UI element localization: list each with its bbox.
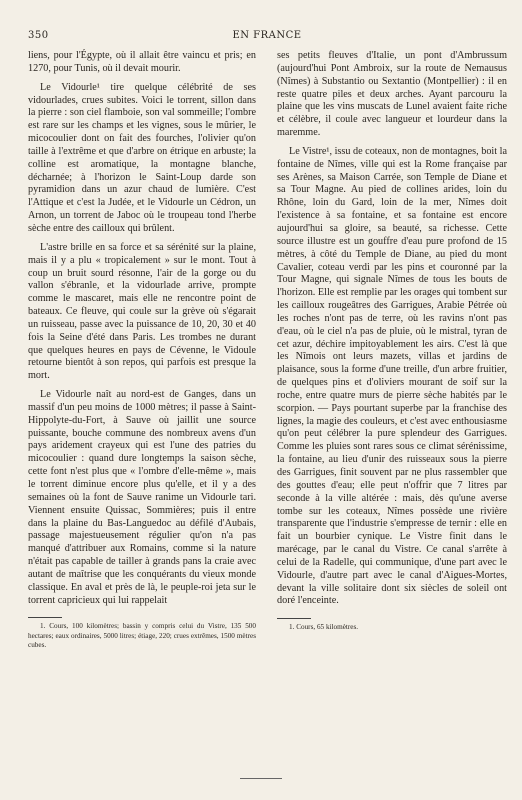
left-column bbox=[28, 50, 256, 650]
paragraph: Le Vidourle¹ tire quelque célébrité de ses vidourlades, crues subites. Voici le torrent, sillon dans la pierre : son ciel flamboie, son val sommeille; l'ombre est rare sur les champs et les vignes, sous le mûrier, le micocoulier dont on fait des fourches, l'olivier qu'on taille à l'extrême et que d'arbre on étrique en arbuste; la colline est aromatique, la montagne blanche, décharnée; à l'horizon le Saint-Loup darde son pyramidion dans un azur chaud de lumière. C'est l'Attique et c'est la Judée, et le Vidourle un Cédron, un Arnon, un torrent de Jaboc où le troupeau tond l'herbe sèche entre des cailloux qui brûlent. bbox=[28, 81, 256, 234]
paragraph: Le Vistre¹, issu de coteaux, non de montagnes, boit la fontaine de Nîmes, ville qui est la Rome française par ses Arènes, sa Maison Carrée, son Temple de Diane et sa Tour Magne. Au pied de collines arides, loin du Rhône, loin du Gard, loin de la mer, Nîmes doit l'existence à sa fontaine, et sa fontaine est encore aujourd'hui sa gloire, sa beauté, sa richesse. Cette source illustre est un gouffre d'eau pure profond de 15 mètres, à côté du Temple de Diane, au pied du mont Cavalier, coteau verdi par les pins et couronné par la Tour Magne, qui signale Nîmes de tous les bouts de l'horizon. Elle est remplie par les orages qui tombent sur les cailloux rougeâtres des Garrigues, Arabie Pétrée où les roches n'ont pas de terre, où les ravins n'ont pas d'eau, où le ciel n'a pas de pluie, où le mistral, tyran de cet azur, déchire impitoyablement les airs. C'est là que les Nîmois ont leurs mazets, villas et jardins de plaisance, sous la forme d'une treille, d'un arbre fruitier, de quelques pins et d'oliviers mourant de soif sur la roche, entre quatre murs de pierre sèche habités par le scorpion. — Pays pourtant superbe par la franchise des lignes, la magie des couleurs, et c'est avec enthousiasme qu'on peut célébrer la pure splendeur des Garrigues. Comme les pluies sont rares sous ce climat sérénissime, la fontaine, au lieu d'unir des ruisseaux sous la pierre des Garrigues, finit souvent par ne plus rassembler que des gouttes d'eau; elle peut n'offrir que 7 litres par seconde à la ville altérée : mais, dès qu'une averse tombe sur les coteaux, Nîmes possède une rivière transparente que l'industrie s'empresse de ternir : elle en fait un bourbier cynique. Le Vistre finit dans le marécage, par le canal du Vistre. Ce canal s'arrête à celui de la Radelle, qui communique, d'une part avec le Vidourle, d'autre part avec le canal d'Aigues-Mortes, devant la ville solitaire dont six siècles de soleil ont doré l'enceinte. bbox=[277, 145, 507, 607]
paragraph: L'astre brille en sa force et sa sérénité sur la plaine, mais il y a plu « tropicalement » sur le mont. Tout à coup un bruit sourd résonne, l'air de la gorge ou du vallon s'ébranle, et la vidourlade arrive, prompte comme le mascaret, mais elle ne rencontre point de bateaux. Ce fleuve, qui coule sur la grève où s'égarait un ruisseau, passe avec la puissance de 10, 20, 30 et 40 fois la Seine d'été dans Paris. Les trombes ne durant que quelques heures en pays de Cévenne, le Vidoule retourne bientôt à son repos, qui parfois est presque la mort. bbox=[28, 241, 256, 382]
footnote-rule bbox=[277, 618, 311, 619]
footnote-rule bbox=[28, 617, 62, 618]
paragraph: Le Vidourle naît au nord-est de Ganges, dans un massif d'un peu moins de 1000 mètres; il passe à Saint-Hippolyte-du-Fort, à Sauve où jaillit une source puissante, bouche commune des nombreux avens d'un pays aridement crayeux qui est l'une des patries du micocoulier : quand dure longtemps la saison sèche, cette font n'est plus que « l'ombre d'elle-même », mais le torrent diminue encore plus qu'elle, et il y a des semaines où la font de Sauve ranime un Vidourle tari. Viennent ensuite Quissac, Sommières; puis il entre dans la plaine du Bas-Languedoc au défilé d'Aubais, passage majestueusement régulier qu'on n'a pas manqué d'attribuer aux Romains, comme si la nature n'était pas capable de tailler à grands pans la craie avec autant de maîtrise que les conquérants du vieux monde classique. En aval et près de là, le peuple-roi jeta sur le torrent capricieux qui lui rappelait bbox=[28, 389, 256, 606]
running-header bbox=[28, 30, 506, 44]
page-number: 350 bbox=[28, 30, 49, 41]
footnote: 1. Cours, 65 kilomètres. bbox=[289, 623, 359, 632]
right-column bbox=[277, 50, 507, 632]
running-title: EN FRANCE bbox=[232, 30, 302, 41]
paragraph: ses petits fleuves d'Italie, un pont d'Ambrussum (aujourd'hui Pont Ambroix, sur la route de Nemausus (Nîmes) à Substantio ou Sextantio (Montpellier) : il en reste quatre piles et deux arches. Ayant parcouru la plaine que les vins muscats de Lunel avaient faite riche et célèbre, il coule avec langueur et lourdeur dans la maremme. bbox=[277, 50, 507, 139]
footnote: 1. Cours, 100 kilomètres; bassin y compris celui du Vistre, 135 500 hectares; eaux ordinaires, 5000 litres; étiage, 220; crues extrêmes, 1500 mètres cubes. bbox=[28, 622, 256, 649]
bottom-divider bbox=[240, 778, 282, 779]
paragraph: liens, pour l'Égypte, où il allait être vaincu et pris; en 1270, pour Tunis, où il devait mourir. bbox=[28, 50, 256, 74]
